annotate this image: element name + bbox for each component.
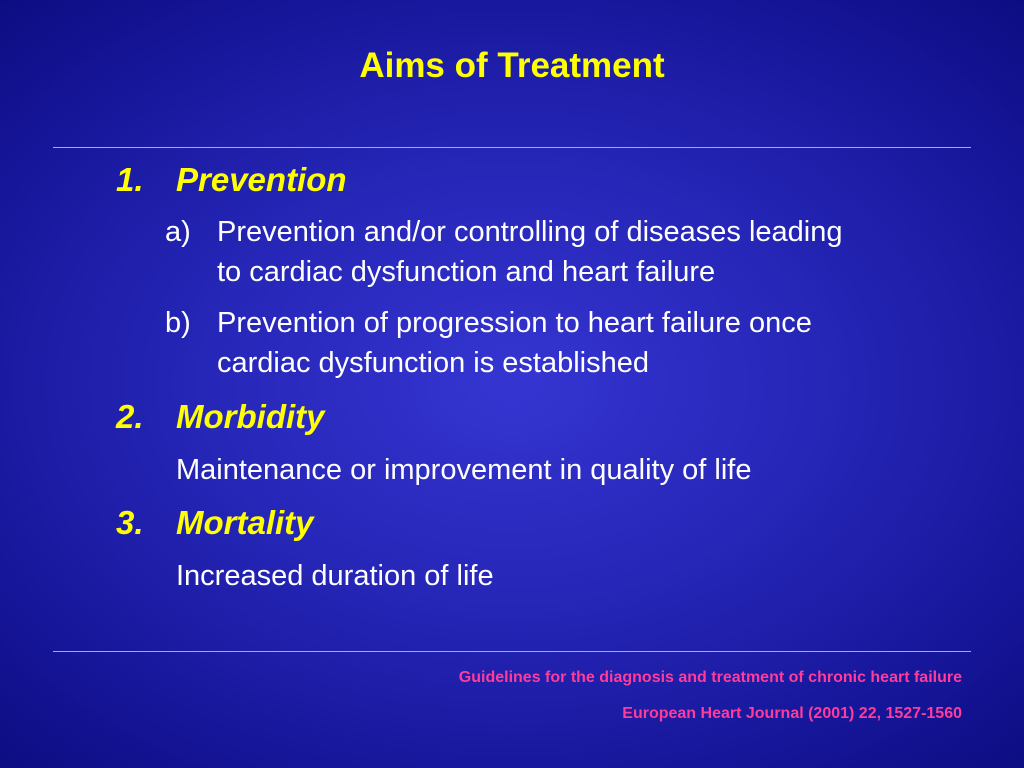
subitem-letter: a) — [165, 216, 191, 248]
item-number: 2. — [116, 398, 144, 435]
subitem-letter: b) — [165, 307, 191, 339]
item-heading-prevention: Prevention — [176, 161, 347, 198]
reference-title: Guidelines for the diagnosis and treatment of chronic heart failure — [458, 669, 962, 686]
subitem-text-line1: Prevention of progression to heart failure once — [217, 307, 812, 339]
subitem-text-line2: cardiac dysfunction is established — [217, 347, 650, 379]
item-heading-mortality: Mortality — [176, 504, 314, 541]
item-number: 3. — [116, 504, 144, 541]
item-heading-morbidity: Morbidity — [176, 398, 325, 435]
reference-journal: European Heart Journal (2001) 22, 1527-1560 — [622, 705, 962, 722]
subitem-text-line1: Prevention and/or controlling of diseases leading — [217, 216, 843, 248]
slide-title: Aims of Treatment — [359, 46, 665, 85]
item-description: Maintenance or improvement in quality of life — [176, 454, 752, 486]
item-description: Increased duration of life — [176, 560, 494, 592]
subitem-text-line2: to cardiac dysfunction and heart failure — [217, 256, 716, 288]
top-divider — [53, 147, 971, 148]
bottom-divider — [53, 651, 971, 652]
item-number: 1. — [116, 161, 144, 198]
